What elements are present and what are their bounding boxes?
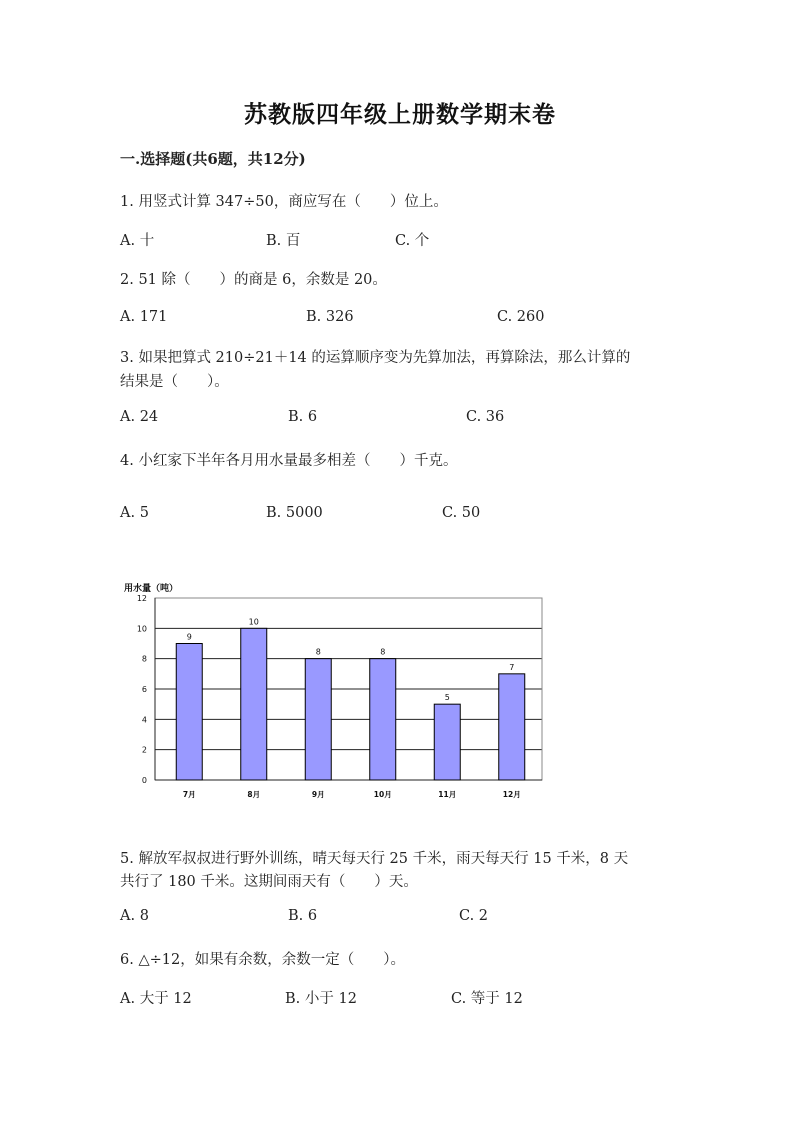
q5-option-c: C. 2	[459, 908, 489, 924]
x-tick-label: 8月	[247, 790, 261, 799]
question-4: 4. 小红家下半年各月用水量最多相差（ ）千克。	[120, 453, 458, 469]
page-title: 苏教版四年级上册数学期末卷	[244, 101, 556, 128]
q1-option-b: B. 百	[266, 233, 301, 249]
bar-chart-svg	[118, 578, 558, 808]
data-label: 9	[186, 632, 192, 642]
y-tick-label: 0	[141, 776, 147, 785]
x-tick-label: 10月	[373, 790, 392, 799]
bar	[241, 628, 267, 780]
y-tick-label: 6	[141, 685, 147, 694]
y-tick-label: 4	[141, 715, 147, 725]
q3-option-a: A. 24	[120, 409, 159, 425]
q1-option-a: A. 十	[120, 233, 155, 249]
data-label: 5	[444, 693, 450, 703]
data-label: 7	[509, 662, 515, 672]
question-5-line-1: 5. 解放军叔叔进行野外训练，晴天每天行 25 千米，雨天每天行 15 千米，8 天	[120, 851, 629, 867]
q3-option-b: B. 6	[288, 409, 318, 425]
question-3-line-1: 3. 如果把算式 210÷21＋14 的运算顺序变为先算加法，再算除法，那么计算的	[120, 350, 631, 366]
y-axis-label: 用水量（吨）	[124, 584, 179, 594]
data-label: 8	[315, 647, 321, 657]
x-tick-label: 7月	[182, 790, 196, 799]
x-tick-label: 12月	[502, 790, 521, 799]
q2-option-a: A. 171	[120, 309, 168, 325]
bar	[499, 674, 525, 780]
bar	[370, 659, 396, 780]
x-tick-label: 11月	[438, 790, 457, 799]
question-5-line-2: 共行了 180 千米。这期间雨天有（ ）天。	[120, 874, 418, 890]
x-tick-label: 9月	[311, 790, 325, 799]
y-tick-label: 10	[136, 624, 147, 634]
bar	[434, 704, 460, 780]
q4-option-c: C. 50	[442, 505, 481, 521]
y-tick-label: 8	[141, 654, 147, 664]
data-label: 10	[248, 617, 259, 627]
bar	[305, 659, 331, 780]
q4-option-a: A. 5	[120, 505, 149, 521]
q2-option-c: C. 260	[497, 309, 545, 325]
q6-option-a: A. 大于 12	[120, 991, 192, 1007]
question-6: 6. △÷12，如果有余数，余数一定（ ）。	[120, 952, 405, 968]
data-label: 8	[380, 647, 386, 657]
y-tick-label: 2	[141, 745, 147, 755]
q4-option-b: B. 5000	[266, 505, 323, 521]
question-3-line-2: 结果是（ ）。	[120, 374, 229, 390]
q2-option-b: B. 326	[306, 309, 354, 325]
y-tick-label: 12	[136, 594, 147, 603]
question-1: 1. 用竖式计算 347÷50，商应写在（ ）位上。	[120, 194, 448, 210]
q3-option-c: C. 36	[466, 409, 505, 425]
q1-option-c: C. 个	[395, 233, 430, 249]
question-2: 2. 51 除（ ）的商是 6，余数是 20。	[120, 272, 387, 288]
q5-option-b: B. 6	[288, 908, 318, 924]
section-heading: 一.选择题(共6题，共12分)	[120, 150, 306, 168]
q6-option-b: B. 小于 12	[285, 991, 357, 1007]
water-usage-chart	[118, 578, 558, 808]
q5-option-a: A. 8	[120, 908, 149, 924]
q6-option-c: C. 等于 12	[451, 991, 523, 1007]
bar	[176, 644, 202, 781]
